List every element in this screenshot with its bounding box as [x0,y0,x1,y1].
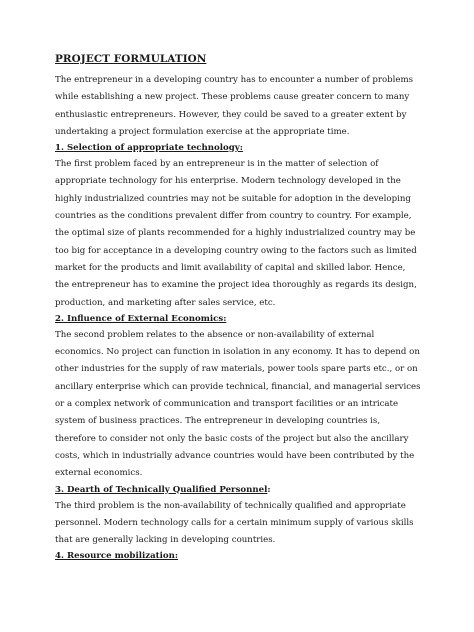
document-page [55,52,421,564]
section-1-paragraph: The first problem faced by an entrepreneur is in the matter of selection of appropriate technology for his enterprise. Modern technology developed in the highly industrialized countries may not be suitable for adoption in the developing countries as the conditions prevalent differ from country to country. For example, the optimal size of plants recommended for a highly industrialized country may be too big for acceptance in a developing country owing to the factors such as limited market for the products and limit availability of capital and skilled labor. Hence, the entrepreneur has to examine the project idea thoroughly as regards its design, production, and marketing after sales service, etc. [55,159,417,308]
document-title: PROJECT FORMULATION [55,53,207,65]
intro-paragraph: The entrepreneur in a developing country has to encounter a number of problems while establishing a new project. These problems cause greater concern to many enthusiastic entrepreneurs. However, they could be saved to a greater extent by undertaking a project formulation exercise at the appropriate time. [55,75,414,137]
section-3-heading-suffix: : [267,484,271,495]
section-2-paragraph: The second problem relates to the absence or non-availability of external economics. No project can function in isolation in any economy. It has to depend on other industries for the supply of raw materials, power tools spare parts etc., or on ancillary enterprise which can provide technical, financial, and managerial services or a complex network of communication and transport facilities or an intricate system of business practices. The entrepreneur in developing countries is, therefore to consider not only the basic costs of the project but also the ancillary costs, which in industrially advance countries would have been contributed by the external economics. [55,329,421,479]
section-1-heading-text: 1. Selection of appropriate technology: [55,143,243,154]
section-1-heading [55,141,421,156]
section-2-heading [55,312,421,327]
section-4-heading [55,549,421,564]
section-4-heading-text: 4. Resource mobilization: [55,551,179,562]
section-3-heading-text: 3. Dearth of Technically Qualified Personnel [55,484,268,495]
section-3-paragraph: The third problem is the non-availability of technically qualified and appropriate personnel. Modern technology calls for a certain minimum supply of various skills that are generally lacking in developing countries. [55,500,414,546]
section-2-heading-text: 2. Influence of External Economics: [55,313,227,324]
section-3-heading [55,483,421,498]
